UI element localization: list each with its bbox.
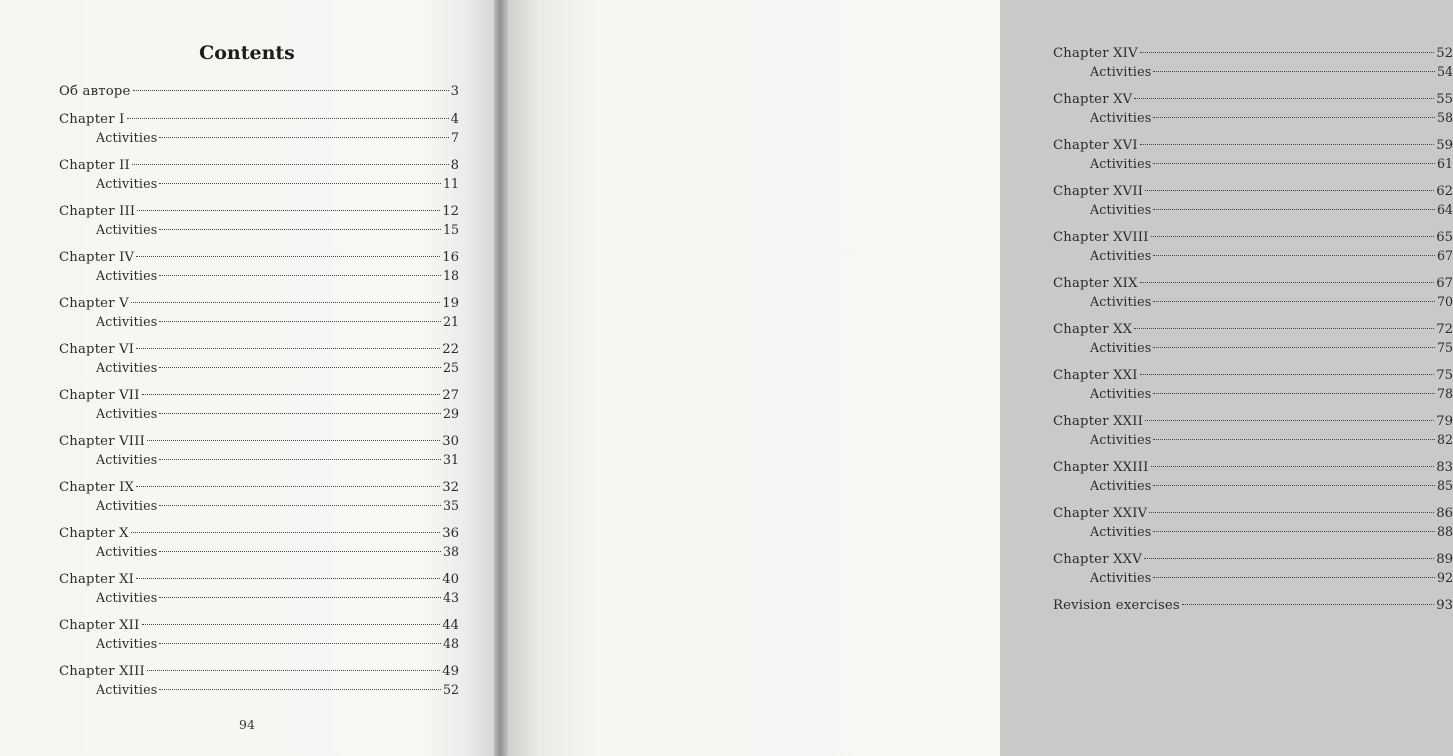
toc-entry [59, 525, 459, 543]
toc-entry [59, 341, 459, 359]
toc-entry [59, 571, 459, 589]
toc-entry-page: 21 [442, 314, 459, 329]
toc-sub-entry [59, 359, 459, 377]
toc-entry-label: Chapter VIII [59, 434, 146, 449]
toc-sub-entry [59, 221, 459, 239]
toc-entry-page: 61 [1436, 156, 1453, 171]
toc-group [59, 571, 459, 607]
toc-entry-label: Activities [96, 544, 158, 559]
dot-leader [1140, 52, 1434, 53]
toc-entry-label: Chapter XXI [1053, 368, 1138, 383]
toc-entry-page: 75 [1436, 340, 1453, 355]
toc-entry-label: Activities [1090, 202, 1152, 217]
toc-entry-page: 12 [442, 204, 459, 219]
toc-entry [59, 249, 459, 267]
dot-leader [1153, 439, 1435, 440]
toc-entry-label: Activities [96, 130, 158, 145]
toc-sub-entry [1053, 569, 1453, 587]
toc-group [1053, 45, 1453, 81]
toc-entry [59, 387, 459, 405]
toc-sub-entry [1053, 385, 1453, 403]
toc-sub-entry [1053, 155, 1453, 173]
toc-entry-label: Chapter XVI [1053, 138, 1138, 153]
dot-leader [159, 505, 441, 506]
table-of-contents-right [1053, 45, 1453, 625]
toc-entry [59, 203, 459, 221]
toc-entry-page: 92 [1436, 570, 1453, 585]
toc-entry-page: 25 [442, 360, 459, 375]
toc-entry-page: 67 [1436, 276, 1453, 291]
toc-entry-label: Activities [96, 590, 158, 605]
dot-leader [1153, 71, 1435, 72]
toc-entry-page: 78 [1436, 386, 1453, 401]
toc-entry-page: 49 [442, 664, 459, 679]
toc-entry [1053, 367, 1453, 385]
toc-sub-entry [59, 129, 459, 147]
toc-entry-page: 75 [1436, 368, 1453, 383]
toc-entry-page: 7 [450, 130, 459, 145]
dot-leader [159, 229, 441, 230]
dot-leader [1134, 98, 1434, 99]
toc-entry-label: Activities [1090, 432, 1152, 447]
toc-entry-label: Chapter XIV [1053, 46, 1138, 61]
toc-entry-page: 31 [442, 452, 459, 467]
dot-leader [159, 137, 449, 138]
toc-entry-label: Activities [96, 268, 158, 283]
dot-leader [136, 256, 440, 257]
dot-leader [1151, 466, 1435, 467]
toc-entry [1053, 551, 1453, 569]
toc-group [59, 203, 459, 239]
toc-entry-page: 88 [1436, 524, 1453, 539]
toc-sub-entry [59, 313, 459, 331]
toc-group [59, 617, 459, 653]
dot-leader [137, 210, 440, 211]
toc-entry-page: 59 [1436, 138, 1453, 153]
toc-group [1053, 183, 1453, 219]
toc-entry-page: 83 [1436, 460, 1453, 475]
dot-leader [136, 578, 440, 579]
toc-entry-page: 11 [442, 176, 459, 191]
toc-group [1053, 551, 1453, 587]
toc-entry-page: 93 [1436, 598, 1453, 613]
toc-entry-page: 67 [1436, 248, 1453, 263]
toc-entry [1053, 597, 1453, 615]
dot-leader [133, 90, 449, 91]
toc-entry-label: Activities [96, 452, 158, 467]
toc-entry-label: Activities [96, 636, 158, 651]
dot-leader [1134, 328, 1434, 329]
toc-group [59, 83, 459, 101]
left-page [0, 0, 494, 756]
dot-leader [159, 413, 441, 414]
toc-sub-entry [1053, 523, 1453, 541]
toc-entry [59, 479, 459, 497]
toc-entry-page: 89 [1436, 552, 1453, 567]
toc-entry-page: 32 [442, 480, 459, 495]
toc-entry-page: 54 [1436, 64, 1453, 79]
dot-leader [1153, 393, 1435, 394]
toc-entry-label: Activities [1090, 294, 1152, 309]
toc-sub-entry [1053, 477, 1453, 495]
toc-entry [59, 433, 459, 451]
toc-entry-page: 86 [1436, 506, 1453, 521]
right-page [508, 0, 1453, 756]
toc-entry-page: 85 [1436, 478, 1453, 493]
toc-sub-entry [1053, 431, 1453, 449]
toc-entry [59, 157, 459, 175]
dot-leader [1153, 209, 1435, 210]
dot-leader [159, 459, 441, 460]
toc-entry [59, 663, 459, 681]
toc-entry-label: Activities [1090, 248, 1152, 263]
toc-entry [1053, 413, 1453, 431]
dot-leader [159, 551, 441, 552]
page-title: Contents [199, 42, 295, 64]
dot-leader [136, 348, 440, 349]
toc-group [1053, 367, 1453, 403]
toc-entry-label: Chapter XVIII [1053, 230, 1149, 245]
toc-entry-page: 36 [442, 526, 459, 541]
toc-sub-entry [59, 405, 459, 423]
toc-entry [1053, 91, 1453, 109]
toc-sub-entry [1053, 201, 1453, 219]
toc-entry-page: 40 [442, 572, 459, 587]
toc-group [59, 249, 459, 285]
toc-group [1053, 459, 1453, 495]
toc-entry-label: Chapter VII [59, 388, 140, 403]
dot-leader [1153, 117, 1435, 118]
toc-entry-page: 79 [1436, 414, 1453, 429]
toc-entry [1053, 275, 1453, 293]
toc-entry-label: Revision exercises [1053, 598, 1180, 613]
dot-leader [159, 597, 441, 598]
dot-leader [1153, 255, 1435, 256]
toc-entry-page: 48 [442, 636, 459, 651]
toc-group [1053, 597, 1453, 615]
dot-leader [1153, 485, 1435, 486]
book-gutter [494, 0, 508, 756]
toc-entry [1053, 137, 1453, 155]
dot-leader [147, 440, 440, 441]
toc-sub-entry [1053, 293, 1453, 311]
toc-entry-label: Chapter XXIII [1053, 460, 1149, 475]
toc-entry-page: 3 [450, 84, 459, 99]
toc-entry-page: 16 [442, 250, 459, 265]
toc-entry-label: Activities [1090, 524, 1152, 539]
toc-entry [59, 111, 459, 129]
toc-sub-entry [59, 635, 459, 653]
toc-entry-page: 27 [442, 388, 459, 403]
toc-entry-page: 70 [1436, 294, 1453, 309]
toc-group [59, 433, 459, 469]
dot-leader [147, 670, 440, 671]
toc-entry-label: Chapter VI [59, 342, 135, 357]
dot-leader [132, 164, 449, 165]
toc-sub-entry [59, 497, 459, 515]
toc-entry-page: 22 [442, 342, 459, 357]
toc-entry [59, 617, 459, 635]
dot-leader [136, 486, 440, 487]
toc-group [59, 663, 459, 699]
toc-entry [1053, 321, 1453, 339]
toc-entry [1053, 45, 1453, 63]
toc-sub-entry [59, 175, 459, 193]
toc-entry [59, 83, 459, 101]
toc-entry-page: 58 [1436, 110, 1453, 125]
toc-sub-entry [59, 681, 459, 699]
toc-sub-entry [1053, 109, 1453, 127]
toc-entry-label: Chapter XXII [1053, 414, 1144, 429]
toc-entry-page: 18 [442, 268, 459, 283]
toc-entry-page: 72 [1436, 322, 1453, 337]
toc-entry-label: Chapter III [59, 204, 136, 219]
toc-entry-label: Chapter X [59, 526, 129, 541]
dot-leader [142, 624, 441, 625]
toc-group [59, 157, 459, 193]
dot-leader [1144, 558, 1434, 559]
toc-entry-label: Chapter I [59, 112, 125, 127]
toc-entry-label: Activities [1090, 156, 1152, 171]
dot-leader [1151, 236, 1435, 237]
toc-entry-page: 29 [442, 406, 459, 421]
toc-group [59, 479, 459, 515]
page-number: 94 [239, 717, 255, 732]
dot-leader [159, 275, 441, 276]
dot-leader [131, 302, 440, 303]
toc-entry-page: 62 [1436, 184, 1453, 199]
toc-group [1053, 413, 1453, 449]
toc-entry-label: Activities [96, 360, 158, 375]
dot-leader [1140, 144, 1434, 145]
toc-group [1053, 229, 1453, 265]
toc-group [59, 341, 459, 377]
toc-entry-page: 44 [442, 618, 459, 633]
toc-entry-label: Chapter XII [59, 618, 140, 633]
toc-entry-page: 52 [442, 682, 459, 697]
toc-group [1053, 137, 1453, 173]
toc-group [59, 387, 459, 423]
toc-entry-label: Activities [96, 498, 158, 513]
toc-group [1053, 505, 1453, 541]
dot-leader [159, 321, 441, 322]
toc-entry-page: 4 [450, 112, 459, 127]
toc-entry-label: Activities [96, 222, 158, 237]
toc-entry-label: Chapter XIX [1053, 276, 1138, 291]
toc-entry-label: Chapter XI [59, 572, 135, 587]
toc-entry-label: Chapter XX [1053, 322, 1133, 337]
toc-group [59, 295, 459, 331]
dot-leader [1153, 531, 1435, 532]
toc-entry-label: Chapter IV [59, 250, 135, 265]
toc-entry-label: Chapter XXV [1053, 552, 1142, 567]
toc-entry-label: Activities [96, 406, 158, 421]
dot-leader [1153, 577, 1435, 578]
dot-leader [131, 532, 441, 533]
toc-entry-label: Activities [1090, 570, 1152, 585]
toc-sub-entry [1053, 247, 1453, 265]
toc-entry-label: Chapter XVII [1053, 184, 1144, 199]
toc-entry-label: Activities [1090, 386, 1152, 401]
dot-leader [159, 183, 441, 184]
toc-sub-entry [1053, 339, 1453, 357]
toc-entry-label: Chapter II [59, 158, 130, 173]
toc-entry [1053, 505, 1453, 523]
dot-leader [127, 118, 449, 119]
toc-entry-page: 43 [442, 590, 459, 605]
dot-leader [1153, 163, 1435, 164]
toc-entry [59, 295, 459, 313]
toc-group [1053, 91, 1453, 127]
dot-leader [1153, 347, 1435, 348]
toc-entry-label: Chapter XXIV [1053, 506, 1148, 521]
dot-leader [1153, 301, 1435, 302]
toc-entry-page: 82 [1436, 432, 1453, 447]
toc-entry [1053, 229, 1453, 247]
toc-entry-label: Chapter XV [1053, 92, 1133, 107]
toc-group [59, 111, 459, 147]
toc-sub-entry [1053, 63, 1453, 81]
toc-sub-entry [59, 589, 459, 607]
toc-sub-entry [59, 451, 459, 469]
toc-entry-page: 8 [450, 158, 459, 173]
toc-entry-page: 19 [442, 296, 459, 311]
toc-entry-page: 38 [442, 544, 459, 559]
toc-entry-label: Activities [96, 314, 158, 329]
toc-entry-label: Activities [1090, 478, 1152, 493]
toc-entry-label: Activities [96, 176, 158, 191]
toc-group [1053, 275, 1453, 311]
toc-entry-page: 64 [1436, 202, 1453, 217]
dot-leader [1145, 190, 1434, 191]
toc-entry-label: Chapter XIII [59, 664, 145, 679]
toc-entry-page: 65 [1436, 230, 1453, 245]
dot-leader [1149, 512, 1434, 513]
toc-entry-label: Activities [1090, 64, 1152, 79]
dot-leader [1140, 282, 1435, 283]
toc-sub-entry [59, 267, 459, 285]
dot-leader [142, 394, 441, 395]
toc-entry [1053, 183, 1453, 201]
toc-group [59, 525, 459, 561]
toc-group [1053, 321, 1453, 357]
dot-leader [159, 689, 441, 690]
toc-entry-page: 55 [1436, 92, 1453, 107]
toc-entry-label: Chapter V [59, 296, 129, 311]
toc-entry-page: 15 [442, 222, 459, 237]
toc-entry-page: 35 [442, 498, 459, 513]
toc-entry-label: Activities [1090, 110, 1152, 125]
table-of-contents-left [59, 83, 459, 709]
dot-leader [1182, 604, 1434, 605]
dot-leader [1145, 420, 1434, 421]
dot-leader [1140, 374, 1435, 375]
toc-entry [1053, 459, 1453, 477]
toc-entry-label: Об авторе [59, 84, 131, 99]
toc-entry-label: Activities [96, 682, 158, 697]
toc-entry-label: Chapter IX [59, 480, 135, 495]
dot-leader [159, 367, 441, 368]
toc-entry-page: 52 [1436, 46, 1453, 61]
toc-sub-entry [59, 543, 459, 561]
dot-leader [159, 643, 441, 644]
toc-entry-label: Activities [1090, 340, 1152, 355]
toc-entry-page: 30 [442, 434, 459, 449]
